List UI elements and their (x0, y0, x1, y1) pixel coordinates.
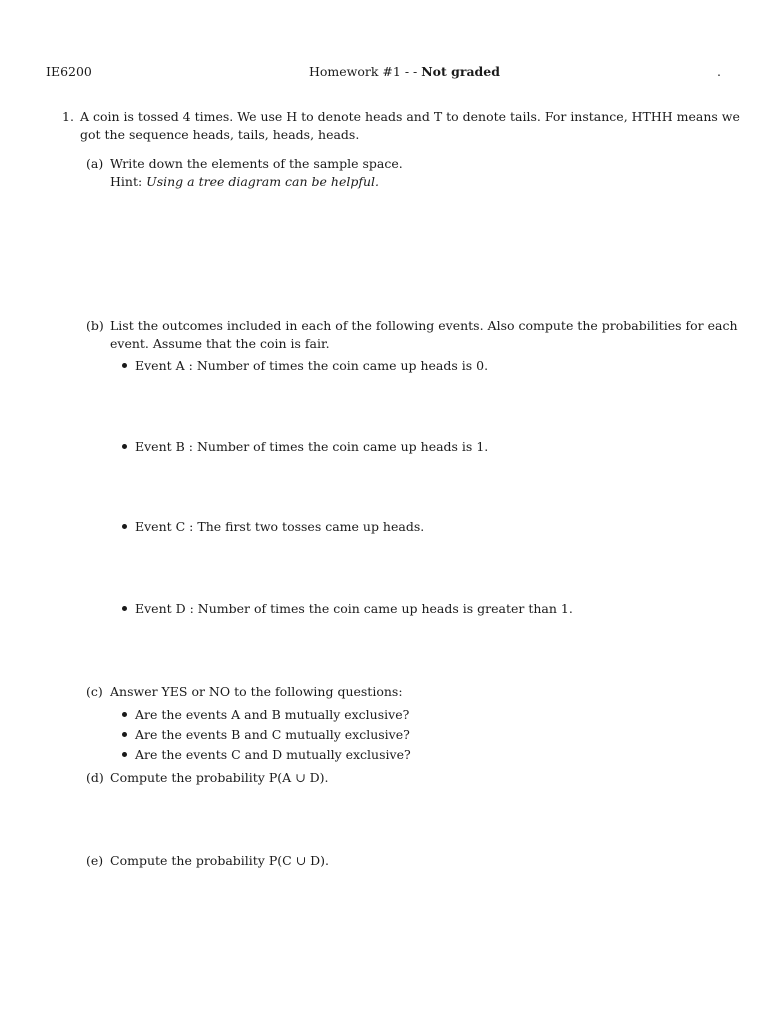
page-title (309, 64, 500, 80)
question-c-d: Are the events C and D mutually exclusive? (135, 747, 411, 762)
problem-number: 1. (62, 109, 74, 124)
part-d-label: (d) (86, 770, 104, 785)
part-b-line-2: event. Assume that the coin is fair. (110, 336, 330, 351)
part-a-text: Write down the elements of the sample space. (110, 156, 403, 171)
bullet-dot (122, 752, 127, 757)
question-b-c: Are the events B and C mutually exclusive? (135, 727, 410, 742)
event-b-item: Event B : Number of times the coin came up heads is 1. (135, 439, 489, 454)
part-b-line-1: List the outcomes included in each of the following events. Also compute the probabilities for each (110, 318, 738, 333)
problem-intro-line-2: got the sequence heads, tails, heads, heads. (80, 127, 360, 142)
event-d-item: Event D : Number of times the coin came up heads is greater than 1. (135, 601, 573, 616)
question-a-b: Are the events A and B mutually exclusive? (135, 707, 410, 722)
bullet-dot (122, 606, 127, 611)
part-a-label: (a) (86, 156, 104, 171)
problem-intro-line-1: A coin is tossed 4 times. We use H to denote heads and T to denote tails. For instance, HTHH means we (80, 109, 740, 124)
page-title-prefix: Homework #1 - - (309, 64, 422, 79)
page-title-bold: Not graded (421, 64, 500, 79)
part-e-text: Compute the probability P(C ∪ D). (110, 853, 329, 868)
bullet-dot (122, 444, 127, 449)
part-a-hint (110, 173, 379, 190)
part-d-text: Compute the probability P(A ∪ D). (110, 770, 329, 785)
event-c-item: Event C : The first two tosses came up heads. (135, 519, 425, 534)
bullet-dot (122, 363, 127, 368)
hint-text: Using a tree diagram can be helpful. (146, 174, 379, 189)
hint-label: Hint: (110, 174, 147, 189)
event-a-item: Event A : Number of times the coin came up heads is 0. (135, 358, 489, 373)
part-e-label: (e) (86, 853, 104, 868)
bullet-dot (122, 732, 127, 737)
part-c-label: (c) (86, 684, 103, 699)
course-code: IE6200 (46, 64, 92, 79)
bullet-dot (122, 712, 127, 717)
part-b-label: (b) (86, 318, 104, 333)
header-right-mark: . (717, 64, 721, 79)
part-c-text: Answer YES or NO to the following questions: (110, 684, 403, 699)
bullet-dot (122, 524, 127, 529)
